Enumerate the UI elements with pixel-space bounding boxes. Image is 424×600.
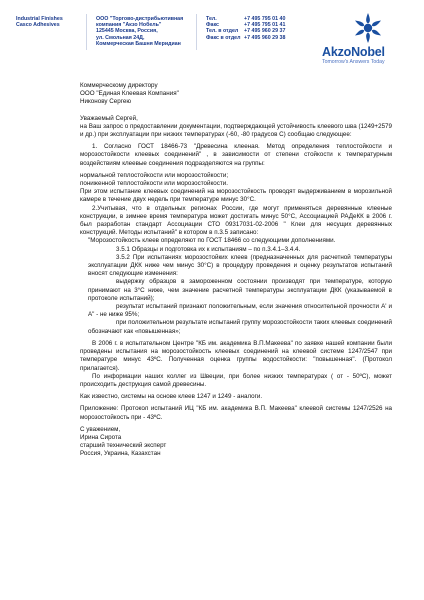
quote-line: результат испытаний признают положительным, если значения относительной прочности А' и А" - не ниже 95%;: [88, 303, 392, 319]
header-divider: [86, 14, 87, 50]
contact-label: Тел. в отдел: [206, 28, 239, 35]
quote-line: 3.5.2 При испытаниях морозостойких клеев (предназначенных для расчетной температуры эксплуатации ДКК ниже чем минус 30°С) в процедуру проведения и оценку результатов испытаний вносят следующие изменения:: [88, 253, 392, 278]
company-line: ул. Смольная 24Д,: [96, 34, 145, 41]
division-line: Industrial Finishes: [16, 16, 63, 22]
contact-values: [244, 16, 285, 41]
attachment-note: Приложение: Протокол испытаний ИЦ "КБ им. академика В.П. Макеева" клеевой системы 1247/2526 на морозостойкость при - 43ºС.: [80, 405, 392, 421]
company-line: Коммерческая Башня Меридиан: [96, 40, 181, 47]
contact-value: +7 495 795 01 40: [244, 16, 286, 22]
signature-line: старший технический эксперт: [80, 442, 167, 450]
recipient-line: Никонову Сергею: [80, 98, 132, 106]
company-line: 125445 Москва, Россия,: [96, 28, 158, 35]
letter-body: [80, 82, 392, 459]
contact-block: [206, 16, 241, 41]
division-line: Casco Adhesives: [16, 22, 60, 29]
group-item: нормальной теплостойкости или морозостойкости;: [80, 171, 229, 179]
paragraph-5: Как известно, системы на основе клеев 1247 и 1249 - аналоги.: [80, 393, 263, 401]
recipient-line: Коммерческому директору: [80, 82, 158, 89]
contact-value: +7 495 960 29 37: [244, 28, 286, 35]
recipient-line: ООО "Единая Клеевая Компания": [80, 90, 179, 98]
contact-label: Тел.: [206, 16, 217, 22]
paragraph-1b: При этом испытание клеевых соединений на морозостойкость проводят выдерживанием в морозильной камере в течение двух недель при температуре минус 30°С.: [80, 188, 392, 204]
company-address-block: [96, 16, 183, 47]
paragraph-2: 2.Учитывая, что в отдельных регионах России, где могут применяться деревянные клееные конструкции, в зимнее время температура может достигать минус 50°С, Ассоциацией РАДеКК в 2006 г. был разработан стандарт Ассоциации СТО 09317031-02-2006 " Клеи для несущих деревянных конструкций. Методы испытаний" в котором в п.3.5 записано:: [80, 204, 392, 237]
company-line: ООО "Торгово-дистрибьютивная: [96, 16, 184, 22]
group-item: пониженной теплостойкости или морозостойкости.: [80, 180, 228, 188]
quote-line: "Морозостойкость клеев определяют по ГОСТ 18466 со следующими дополнениями.: [88, 237, 336, 245]
signature-line: Россия, Украина, Казахстан: [80, 450, 161, 458]
contact-label: Факс: [206, 22, 219, 29]
paragraph-3: В 2006 г. в испытательном Центре "КБ им. академика В.П.Макеева" по заявке нашей компании были проведены испытания на морозостойкость клеевых соединений на клеевой системе 1247/2547 при температуре минус 43ºС. Полученная оценка группы водостойкости: "повышенная". (Протокол прилагается).: [80, 339, 392, 372]
recipient-block: [80, 82, 392, 107]
contact-label: Факс в отдел: [206, 34, 241, 41]
signature-line: С уважением,: [80, 425, 121, 433]
signature-line: Ирина Сирота: [80, 433, 122, 441]
contact-value: +7 495 960 29 38: [244, 34, 286, 41]
logo-wordmark: AkzoNobel: [322, 45, 385, 59]
company-line: компания "Акзо Нобель": [96, 22, 162, 29]
paragraph-4: По информации наших коллег из Швеции, при более низких температурах ( от - 50ºС), может происходить деструкция самой древесины.: [80, 372, 392, 388]
intro-paragraph: на Ваш запрос о предоставлении документации, подтверждающей устойчивость клеевого шва (1249+2579 и др.) при эксплуатации при низких температурах (-60, -80 градусов С) сообщаю следующее:: [80, 122, 392, 139]
header-divider: [196, 14, 197, 50]
signature-block: [80, 426, 392, 459]
paragraph-1: 1. Согласно ГОСТ 18466-73 "Древесина клееная. Метод определения теплостойкости и морозостойкости клеевых соединений" , в зависимости от степени стойкости к температурным воздействиям клеевые соединения подразделяются на группы:: [80, 143, 392, 167]
logo-tagline: Tomorrow's Answers Today: [322, 59, 385, 65]
quote-line: 3.5.1 Образцы и подготовка их к испытаниям – по п.3.4.1–3.4.4.: [116, 245, 301, 253]
quote-line: выдержку образцов в замороженном состоянии производят при температуре, которую принимают на 3°С ниже, чем значение расчетной температуры эксплуатации ДКК (указываемой в протоколе испытаний);: [88, 278, 392, 302]
greeting: Уважаемый Сергей,: [80, 114, 138, 122]
standard-quote: [88, 237, 392, 335]
division-block: [16, 16, 63, 28]
quote-line: при положительном результате испытаний группу морозостойкости таких клеевых соединений обозначают как «повышенная»;: [88, 319, 392, 335]
contact-value: +7 495 795 01 41: [244, 22, 286, 29]
